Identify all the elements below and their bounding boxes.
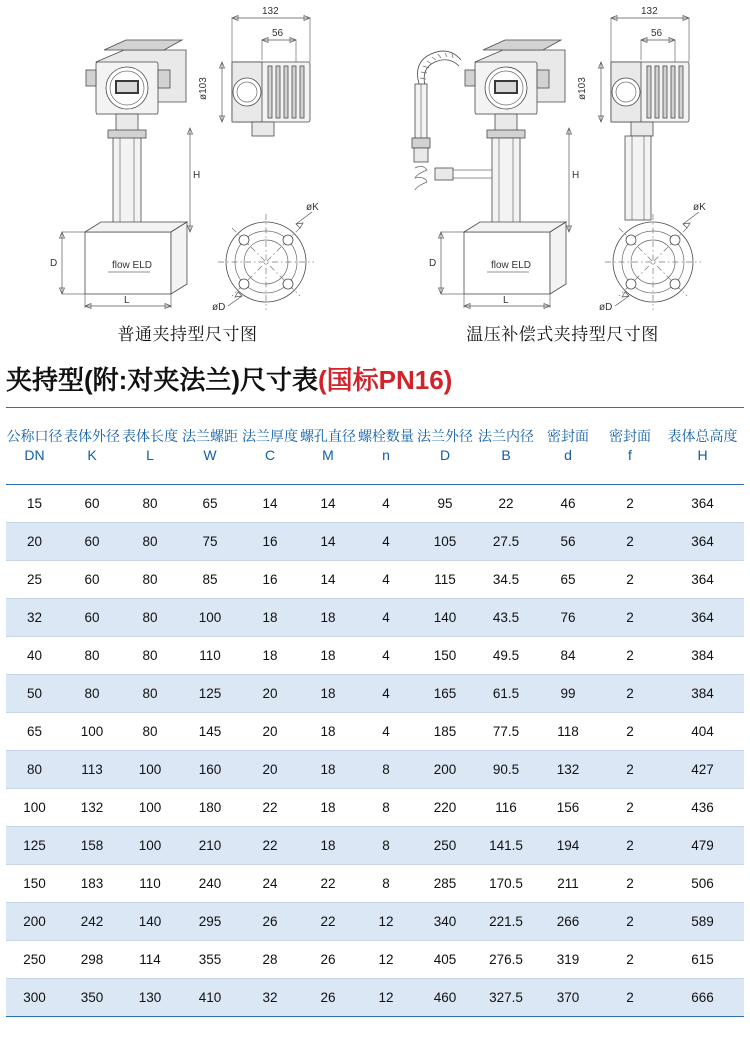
header-seal-f: 密封面 f: [599, 408, 661, 485]
table-cell: 56: [537, 523, 599, 561]
table-cell: 150: [415, 637, 475, 675]
table-row: [6, 637, 744, 675]
table-cell: 18: [299, 599, 357, 637]
drawing-standard-clamp: [0, 0, 375, 320]
transmitter-side-view-left: [198, 62, 310, 136]
table-cell: 115: [415, 561, 475, 599]
table-cell: 460: [415, 979, 475, 1017]
table-title-main: 夹持型(附:对夹法兰)尺寸表: [6, 365, 318, 395]
table-cell: 61.5: [475, 675, 537, 713]
table-cell: 100: [121, 751, 179, 789]
flange-face-right: [599, 136, 706, 313]
table-cell: 250: [415, 827, 475, 865]
dim-K-left: øK: [306, 202, 319, 213]
table-cell: 8: [357, 865, 415, 903]
table-cell: 60: [63, 485, 121, 523]
table-row: [6, 827, 744, 865]
table-cell: 26: [299, 941, 357, 979]
transmitter-head-left: [86, 40, 186, 114]
table-cell: 666: [661, 979, 744, 1017]
table-cell: 110: [179, 637, 241, 675]
table-cell: 125: [179, 675, 241, 713]
table-cell: 2: [599, 903, 661, 941]
table-cell: 12: [357, 941, 415, 979]
table-row: [6, 903, 744, 941]
table-cell: 95: [415, 485, 475, 523]
table-cell: 100: [6, 789, 63, 827]
table-cell: 32: [241, 979, 299, 1017]
table-cell: 364: [661, 485, 744, 523]
table-cell: 2: [599, 637, 661, 675]
table-cell: 12: [357, 979, 415, 1017]
table-cell: 84: [537, 637, 599, 675]
table-cell: 2: [599, 751, 661, 789]
table-cell: 2: [599, 599, 661, 637]
table-cell: 130: [121, 979, 179, 1017]
table-header-row: [6, 408, 744, 485]
table-cell: 150: [6, 865, 63, 903]
table-cell: 355: [179, 941, 241, 979]
table-cell: 242: [63, 903, 121, 941]
table-cell: 2: [599, 523, 661, 561]
table-cell: 34.5: [475, 561, 537, 599]
table-cell: 114: [121, 941, 179, 979]
flange-face-left: [212, 202, 319, 313]
table-cell: 118: [537, 713, 599, 751]
table-cell: 185: [415, 713, 475, 751]
meter-body-left: [85, 222, 187, 294]
table-cell: 43.5: [475, 599, 537, 637]
table-cell: 125: [6, 827, 63, 865]
table-cell: 200: [415, 751, 475, 789]
table-cell: 436: [661, 789, 744, 827]
table-cell: 80: [6, 751, 63, 789]
dim-56-left: 56: [272, 28, 284, 39]
table-cell: 4: [357, 485, 415, 523]
table-cell: 2: [599, 789, 661, 827]
drawings-area: [0, 0, 750, 320]
table-cell: 589: [661, 903, 744, 941]
table-cell: 77.5: [475, 713, 537, 751]
dim-d103-left: ø103: [198, 77, 209, 100]
table-cell: 100: [63, 713, 121, 751]
table-cell: 2: [599, 713, 661, 751]
table-cell: 80: [63, 637, 121, 675]
table-cell: 14: [299, 485, 357, 523]
table-cell: 80: [121, 637, 179, 675]
table-cell: 364: [661, 561, 744, 599]
table-cell: 285: [415, 865, 475, 903]
table-cell: 16: [241, 523, 299, 561]
header-h: 表体总高度 H: [661, 408, 744, 485]
table-cell: 18: [299, 751, 357, 789]
table-cell: 100: [179, 599, 241, 637]
drawing-captions: [0, 320, 750, 356]
table-cell: 80: [121, 675, 179, 713]
table-row: [6, 523, 744, 561]
table-cell: 276.5: [475, 941, 537, 979]
header-m: 螺孔直径 M: [299, 408, 357, 485]
header-w: 法兰螺距 W: [179, 408, 241, 485]
dim-d103-right: ø103: [577, 77, 588, 100]
table-cell: 80: [121, 485, 179, 523]
table-cell: 49.5: [475, 637, 537, 675]
table-row: [6, 979, 744, 1017]
table-cell: 4: [357, 637, 415, 675]
table-cell: 12: [357, 903, 415, 941]
table-cell: 18: [299, 827, 357, 865]
table-cell: 405: [415, 941, 475, 979]
table-cell: 384: [661, 637, 744, 675]
table-cell: 65: [6, 713, 63, 751]
device-label-right: flow ELD: [491, 260, 532, 271]
device-label-left: flow ELD: [112, 260, 153, 271]
table-cell: 180: [179, 789, 241, 827]
table-cell: 200: [6, 903, 63, 941]
table-cell: 80: [63, 675, 121, 713]
dim-132-right: 132: [641, 6, 658, 17]
header-seal-d: 密封面 d: [537, 408, 599, 485]
table-cell: 141.5: [475, 827, 537, 865]
table-cell: 105: [415, 523, 475, 561]
table-cell: 427: [661, 751, 744, 789]
table-cell: 80: [121, 523, 179, 561]
table-cell: 506: [661, 865, 744, 903]
table-cell: 85: [179, 561, 241, 599]
table-cell: 20: [241, 675, 299, 713]
table-cell: 32: [6, 599, 63, 637]
table-row: [6, 865, 744, 903]
table-cell: 76: [537, 599, 599, 637]
table-cell: 250: [6, 941, 63, 979]
table-cell: 165: [415, 675, 475, 713]
drawing-temp-pressure-clamp: [375, 0, 750, 320]
dim-D-left: D: [50, 258, 58, 269]
transmitter-side-view-right: [577, 62, 689, 136]
table-cell: 18: [299, 789, 357, 827]
table-cell: 615: [661, 941, 744, 979]
table-cell: 295: [179, 903, 241, 941]
header-d-outer: 法兰外径 D: [415, 408, 475, 485]
table-cell: 27.5: [475, 523, 537, 561]
table-cell: 240: [179, 865, 241, 903]
table-cell: 18: [299, 637, 357, 675]
table-cell: 2: [599, 675, 661, 713]
table-cell: 60: [63, 523, 121, 561]
table-cell: 99: [537, 675, 599, 713]
table-cell: 340: [415, 903, 475, 941]
table-cell: 15: [6, 485, 63, 523]
dim-L-left: L: [124, 295, 130, 306]
table-cell: 156: [537, 789, 599, 827]
table-cell: 2: [599, 561, 661, 599]
table-cell: 65: [179, 485, 241, 523]
table-cell: 110: [121, 865, 179, 903]
dim-D-circle-right: øD: [599, 302, 613, 313]
table-row: [6, 789, 744, 827]
meter-body-right: [464, 222, 566, 294]
table-cell: 298: [63, 941, 121, 979]
table-cell: 20: [241, 713, 299, 751]
table-cell: 8: [357, 751, 415, 789]
table-cell: 300: [6, 979, 63, 1017]
table-cell: 140: [121, 903, 179, 941]
table-cell: 65: [537, 561, 599, 599]
table-cell: 24: [241, 865, 299, 903]
dim-D-right: D: [429, 258, 437, 269]
table-cell: 479: [661, 827, 744, 865]
table-cell: 50: [6, 675, 63, 713]
table-cell: 194: [537, 827, 599, 865]
table-cell: 183: [63, 865, 121, 903]
table-cell: 22: [299, 903, 357, 941]
table-cell: 4: [357, 599, 415, 637]
table-cell: 22: [299, 865, 357, 903]
table-cell: 16: [241, 561, 299, 599]
table-cell: 145: [179, 713, 241, 751]
table-cell: 22: [241, 789, 299, 827]
header-dn: 公称口径 DN: [6, 408, 63, 485]
table-row: [6, 599, 744, 637]
table-cell: 132: [63, 789, 121, 827]
table-cell: 220: [415, 789, 475, 827]
table-cell: 2: [599, 979, 661, 1017]
table-cell: 4: [357, 561, 415, 599]
transmitter-head-right: [465, 40, 565, 114]
table-cell: 18: [299, 675, 357, 713]
table-cell: 8: [357, 827, 415, 865]
header-c: 法兰厚度 C: [241, 408, 299, 485]
caption-standard-clamp: 普通夹持型尺寸图: [117, 325, 258, 344]
table-cell: 2: [599, 941, 661, 979]
table-cell: 116: [475, 789, 537, 827]
table-cell: 25: [6, 561, 63, 599]
table-cell: 20: [6, 523, 63, 561]
table-cell: 20: [241, 751, 299, 789]
table-cell: 18: [241, 637, 299, 675]
table-cell: 60: [63, 561, 121, 599]
table-cell: 170.5: [475, 865, 537, 903]
table-cell: 113: [63, 751, 121, 789]
table-cell: 60: [63, 599, 121, 637]
table-cell: 75: [179, 523, 241, 561]
table-row: [6, 485, 744, 523]
table-body: [6, 485, 744, 1017]
table-cell: 327.5: [475, 979, 537, 1017]
table-cell: 8: [357, 789, 415, 827]
table-cell: 14: [299, 523, 357, 561]
table-cell: 22: [475, 485, 537, 523]
table-cell: 46: [537, 485, 599, 523]
table-cell: 100: [121, 789, 179, 827]
table-row: [6, 713, 744, 751]
dim-L-right: L: [503, 295, 509, 306]
table-cell: 160: [179, 751, 241, 789]
table-cell: 211: [537, 865, 599, 903]
table-cell: 364: [661, 599, 744, 637]
table-cell: 100: [121, 827, 179, 865]
table-cell: 80: [121, 599, 179, 637]
table-cell: 384: [661, 675, 744, 713]
table-cell: 410: [179, 979, 241, 1017]
dim-K-right: øK: [693, 202, 706, 213]
table-cell: 80: [121, 561, 179, 599]
dim-56-right: 56: [651, 28, 663, 39]
table-cell: 90.5: [475, 751, 537, 789]
table-title: [6, 360, 750, 397]
dim-D-circle-left: øD: [212, 302, 226, 313]
table-cell: 319: [537, 941, 599, 979]
header-n: 螺栓数量 n: [357, 408, 415, 485]
table-row: [6, 941, 744, 979]
table-cell: 4: [357, 523, 415, 561]
table-cell: 22: [241, 827, 299, 865]
dim-132-left: 132: [262, 6, 279, 17]
table-cell: 350: [63, 979, 121, 1017]
table-cell: 266: [537, 903, 599, 941]
table-cell: 80: [121, 713, 179, 751]
table-cell: 158: [63, 827, 121, 865]
dim-H-right: H: [572, 170, 580, 181]
table-cell: 28: [241, 941, 299, 979]
caption-temp-pressure-clamp: 温压补偿式夹持型尺寸图: [466, 325, 659, 344]
table-cell: 26: [241, 903, 299, 941]
table-title-standard: (国标PN16): [317, 365, 453, 395]
table-cell: 132: [537, 751, 599, 789]
header-k: 表体外径 K: [63, 408, 121, 485]
table-cell: 40: [6, 637, 63, 675]
table-cell: 18: [241, 599, 299, 637]
table-cell: 2: [599, 485, 661, 523]
table-cell: 404: [661, 713, 744, 751]
table-cell: 2: [599, 827, 661, 865]
table-cell: 14: [241, 485, 299, 523]
table-cell: 2: [599, 865, 661, 903]
table-cell: 364: [661, 523, 744, 561]
table-cell: 370: [537, 979, 599, 1017]
dimension-table: [6, 407, 744, 1017]
table-cell: 210: [179, 827, 241, 865]
dim-H-left: H: [193, 170, 201, 181]
table-cell: 26: [299, 979, 357, 1017]
header-l: 表体长度 L: [121, 408, 179, 485]
table-cell: 18: [299, 713, 357, 751]
table-cell: 4: [357, 675, 415, 713]
table-cell: 4: [357, 713, 415, 751]
header-b: 法兰内径 B: [475, 408, 537, 485]
table-row: [6, 751, 744, 789]
table-cell: 14: [299, 561, 357, 599]
table-cell: 140: [415, 599, 475, 637]
table-row: [6, 675, 744, 713]
table-cell: 221.5: [475, 903, 537, 941]
table-row: [6, 561, 744, 599]
